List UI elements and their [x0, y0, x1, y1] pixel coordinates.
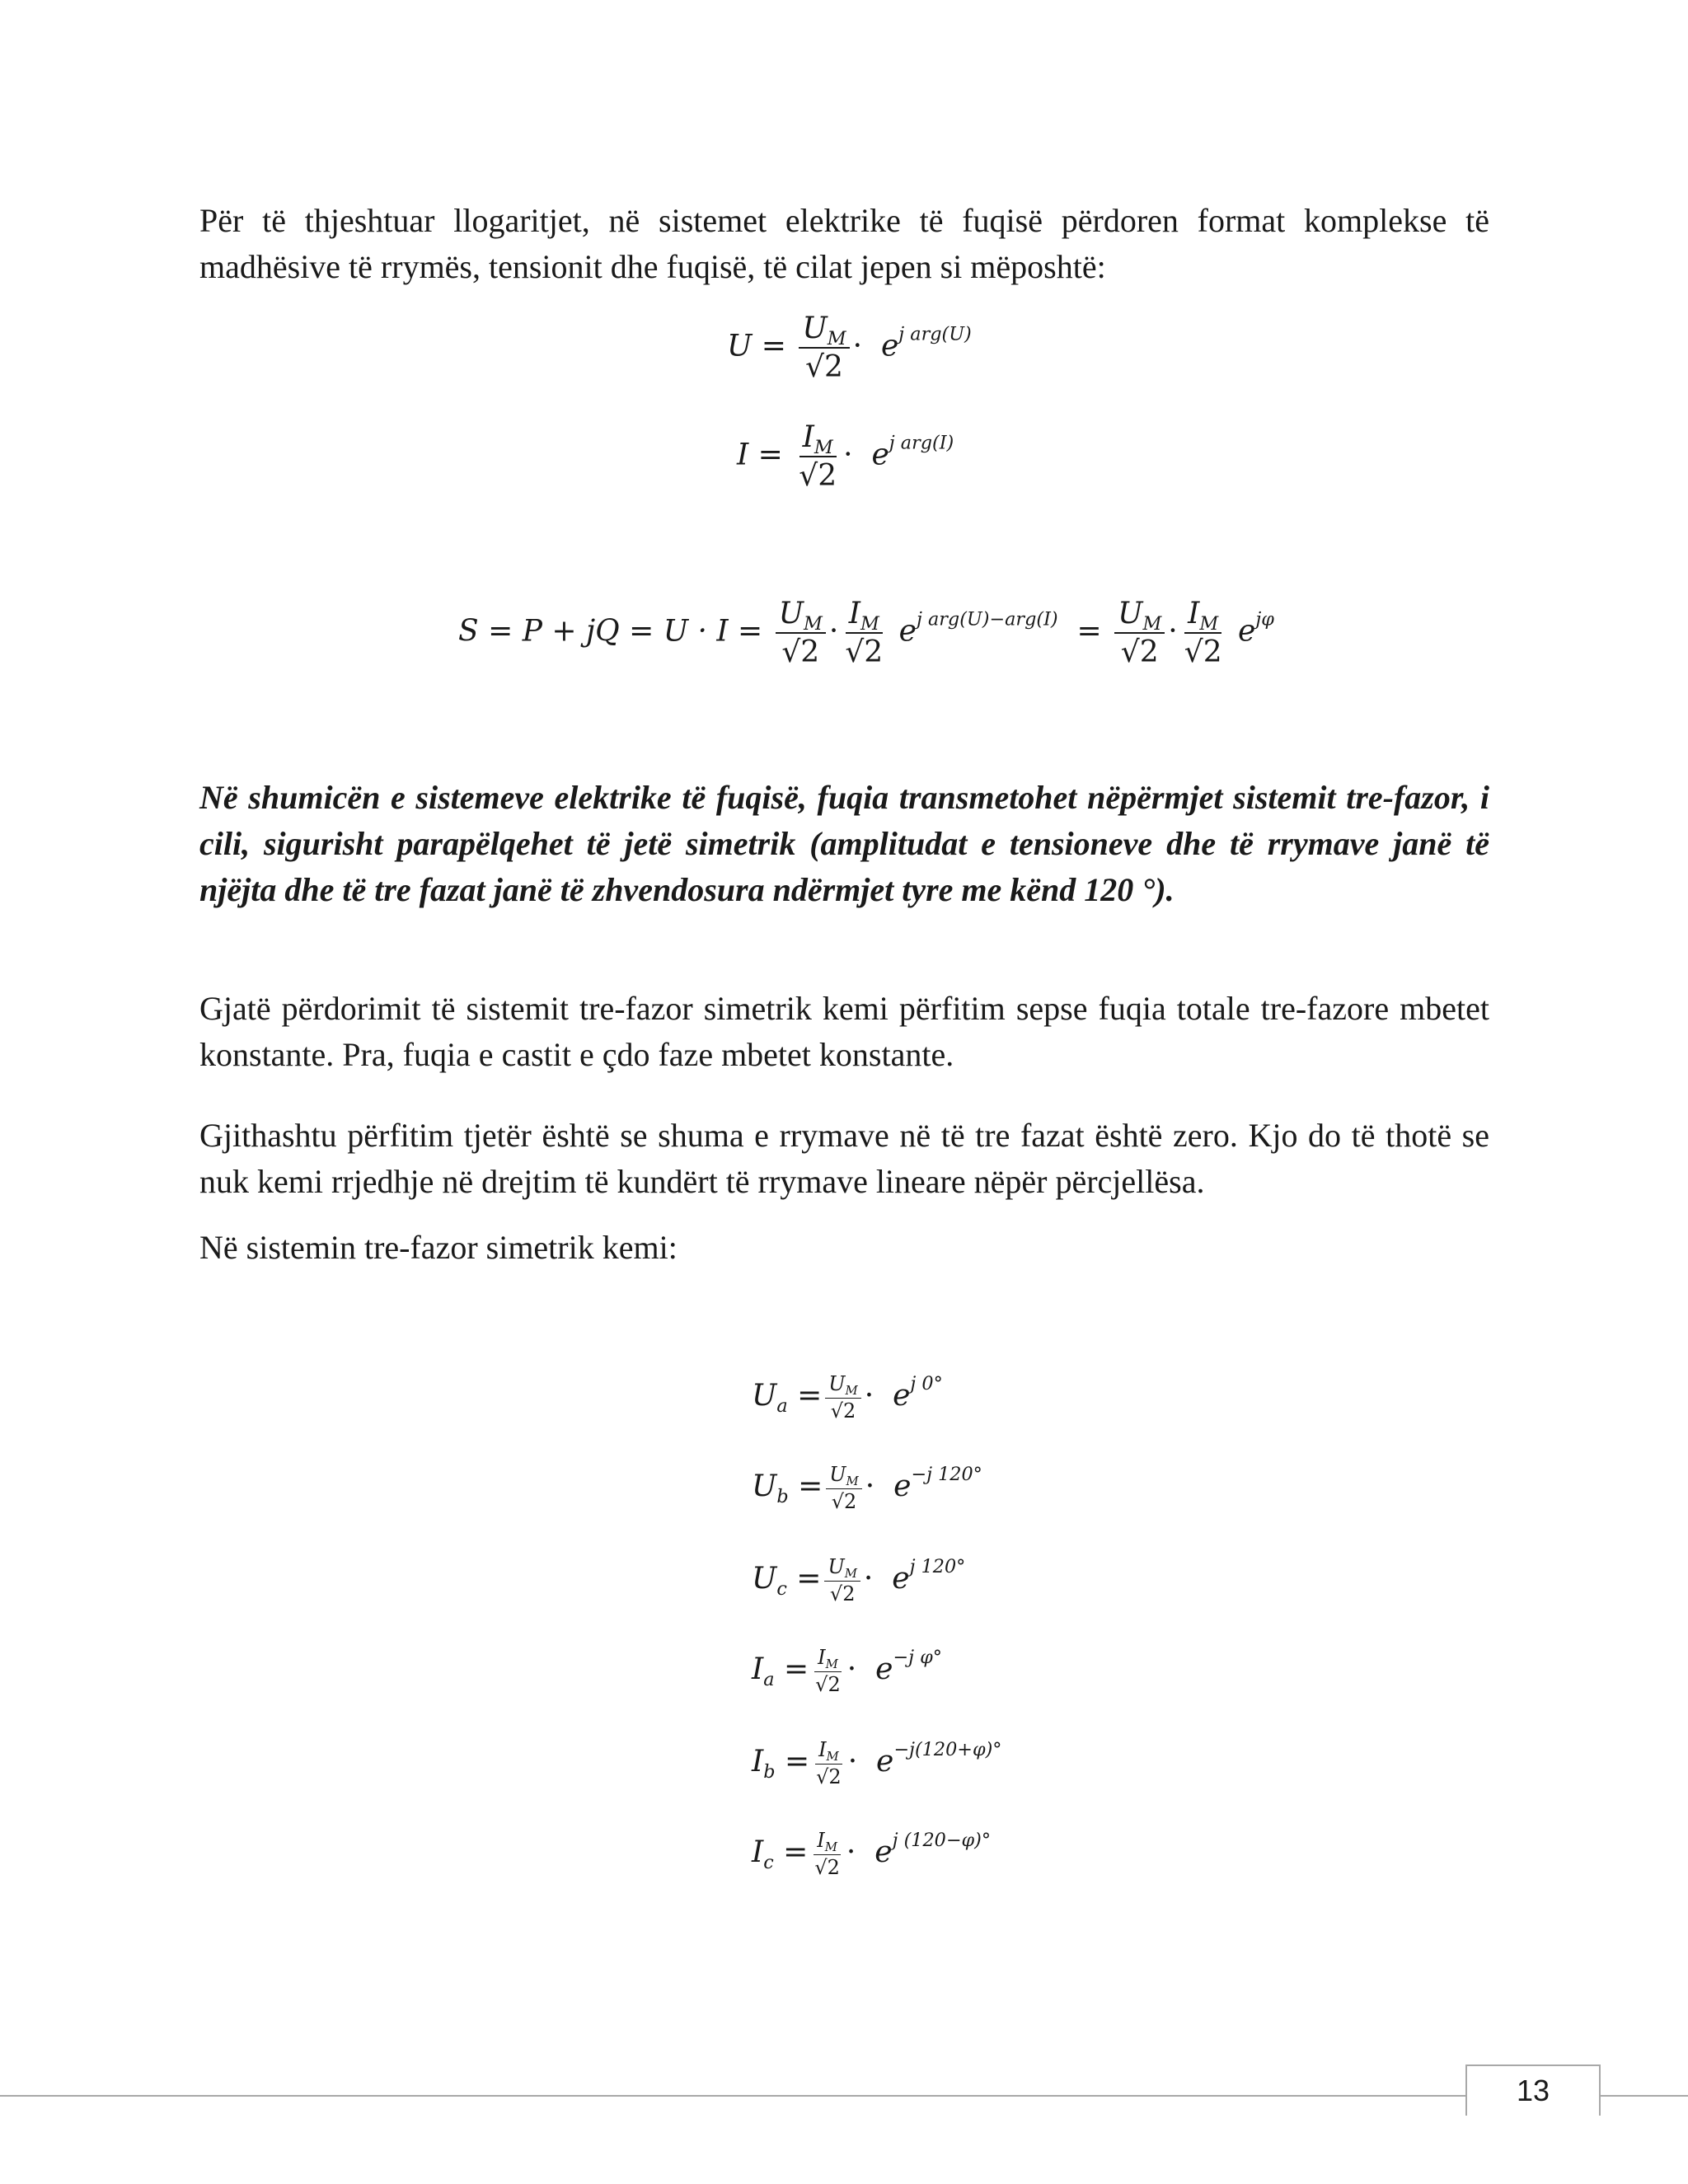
fraction: [813, 1739, 845, 1788]
numerator: U: [1118, 597, 1143, 630]
numerator: I: [802, 420, 814, 454]
equation-ic: $I_c$ = $\frac{I_M}{√2}$ · $e^{j (120-\varphi)^\circ}$: [752, 1829, 992, 1879]
subscript: M: [844, 1566, 857, 1582]
numerator: U: [828, 1372, 846, 1395]
fraction: [799, 312, 849, 385]
fraction: [1114, 597, 1165, 670]
exponent: −j(120+φ)°: [893, 1739, 1002, 1761]
footer-divider: [0, 2095, 1467, 2097]
sqrt-denominator: √2: [815, 1672, 841, 1696]
exponent: j 0°: [910, 1373, 943, 1395]
equation-uc: $U_c$ = $\frac{U_M}{√2}$ · $e^{j 120^\circ}$: [752, 1555, 966, 1605]
exponent: j (120−φ)°: [892, 1830, 992, 1852]
sqrt-denominator: √2: [1120, 635, 1159, 670]
exponent: j arg(U)−arg(I): [916, 608, 1058, 630]
numerator: I: [818, 1738, 827, 1761]
bold-note-paragraph: Në shumicën e sistemeve elektrike të fuqisë, fuqia transmetohet nëpërmjet sistemit tre-fazor, i cili, sigurisht parapëlqehet të jetë simetrik (amplitudat e tensioneve dhe të rrymave janë të njëjta dhe të tre fazat janë të zhvendosura ndërmjet tyre me kënd 120 °).: [199, 779, 1489, 908]
numerator: U: [802, 312, 828, 345]
equation-lhs: U =: [727, 329, 786, 363]
equation-current: I = $\frac{I_M}{√2}$ · $e^{j arg(I)}$: [737, 420, 954, 494]
equation-voltage: U = $\frac{U_M}{√2}$ · $e^{j arg(U)}$: [727, 312, 972, 385]
subscript: M: [824, 1840, 837, 1855]
sqrt-denominator: √2: [799, 459, 837, 494]
fraction: [776, 597, 826, 670]
footer-divider: [1599, 2095, 1688, 2097]
sqrt-denominator: √2: [781, 635, 820, 670]
numerator: U: [778, 597, 804, 630]
sqrt-denominator: √2: [831, 1489, 857, 1513]
benefit-paragraph-2: Gjithashtu përfitim tjetër është se shuma e rrymave në të tre fazat është zero. Kjo do të thotë se nuk kemi rrjedhje në drejtim të kundërt të rrymave lineare nëpër përcjellësa.: [199, 1117, 1489, 1200]
fraction: [825, 1373, 860, 1422]
numerator: I: [817, 1829, 825, 1852]
sqrt-denominator: √2: [845, 635, 884, 670]
sqrt-denominator: √2: [805, 350, 843, 385]
fraction: [842, 597, 886, 670]
exponent: j arg(I): [889, 432, 954, 454]
equation-power: S = P + jQ = U · I = $\frac{U_M}{√2}$ · $\frac{I_M}{√2}$ $e^{j arg(U)-arg(I)}$ = $\frac{U_M}{√2}$ · $\frac{I_M}{√2}$ $e^{j\varphi}$: [458, 597, 1274, 670]
exponent: jφ: [1255, 608, 1274, 630]
subscript: M: [827, 327, 846, 349]
numerator: I: [848, 597, 860, 630]
exponent: j 120°: [909, 1556, 966, 1578]
fraction: [812, 1647, 844, 1696]
subscript: M: [1142, 612, 1162, 635]
sqrt-denominator: √2: [1184, 635, 1222, 670]
subscript: M: [845, 1383, 858, 1399]
benefit-paragraph-1: Gjatë përdorimit të sistemit tre-fazor simetrik kemi përfitim sepse fuqia totale tre-fazore mbetet konstante. Pra, fuqia e castit e çdo faze mbetet konstante.: [199, 990, 1489, 1073]
equation-ia: $I_a$ = $\frac{I_M}{√2}$ · $e^{-j \varphi^\circ}$: [752, 1646, 942, 1696]
fraction: [811, 1830, 843, 1879]
numerator: I: [1188, 597, 1200, 630]
fraction: [824, 1556, 860, 1605]
subscript: M: [826, 1749, 839, 1765]
subscript: M: [814, 436, 833, 458]
intro-paragraph: Për të thjeshtuar llogaritjet, në sistemet elektrike të fuqisë përdoren format komplekse të madhësive të rrymës, tensionit dhe fuqisë, të cilat jepen si mëposhtë:: [199, 202, 1489, 285]
equation-ua: $U_a$ = $\frac{U_M}{√2}$ · $e^{j 0^\circ}$: [752, 1372, 943, 1422]
equation-ub: $U_b$ = $\frac{U_M}{√2}$ · $e^{-j 120^\circ}$: [752, 1463, 982, 1513]
subscript: M: [1199, 612, 1219, 635]
numerator: U: [828, 1555, 845, 1578]
equation-lhs: I =: [737, 438, 783, 472]
symmetric-intro-paragraph: Në sistemin tre-fazor simetrik kemi:: [199, 1229, 678, 1266]
fraction: [1181, 597, 1226, 670]
subscript: M: [860, 612, 879, 635]
equation-ib: $I_b$ = $\frac{I_M}{√2}$ · $e^{-j(120+\varphi)^\circ}$: [752, 1738, 1002, 1788]
page-number: 13: [1465, 2064, 1601, 2116]
subscript: M: [804, 612, 823, 635]
exponent: j arg(U): [898, 323, 972, 345]
sqrt-denominator: √2: [830, 1399, 856, 1422]
subscript: M: [825, 1657, 838, 1672]
sqrt-denominator: √2: [814, 1855, 840, 1879]
numerator: U: [829, 1463, 846, 1486]
sqrt-denominator: √2: [816, 1765, 842, 1788]
subscript: M: [846, 1474, 859, 1489]
fraction: [826, 1464, 861, 1513]
exponent: −j φ°: [893, 1647, 942, 1669]
sqrt-denominator: √2: [829, 1582, 856, 1605]
equation-lhs: S = P + jQ = U · I =: [458, 614, 763, 649]
exponent: −j 120°: [911, 1464, 982, 1486]
fraction: [795, 420, 840, 494]
numerator: I: [818, 1646, 826, 1669]
